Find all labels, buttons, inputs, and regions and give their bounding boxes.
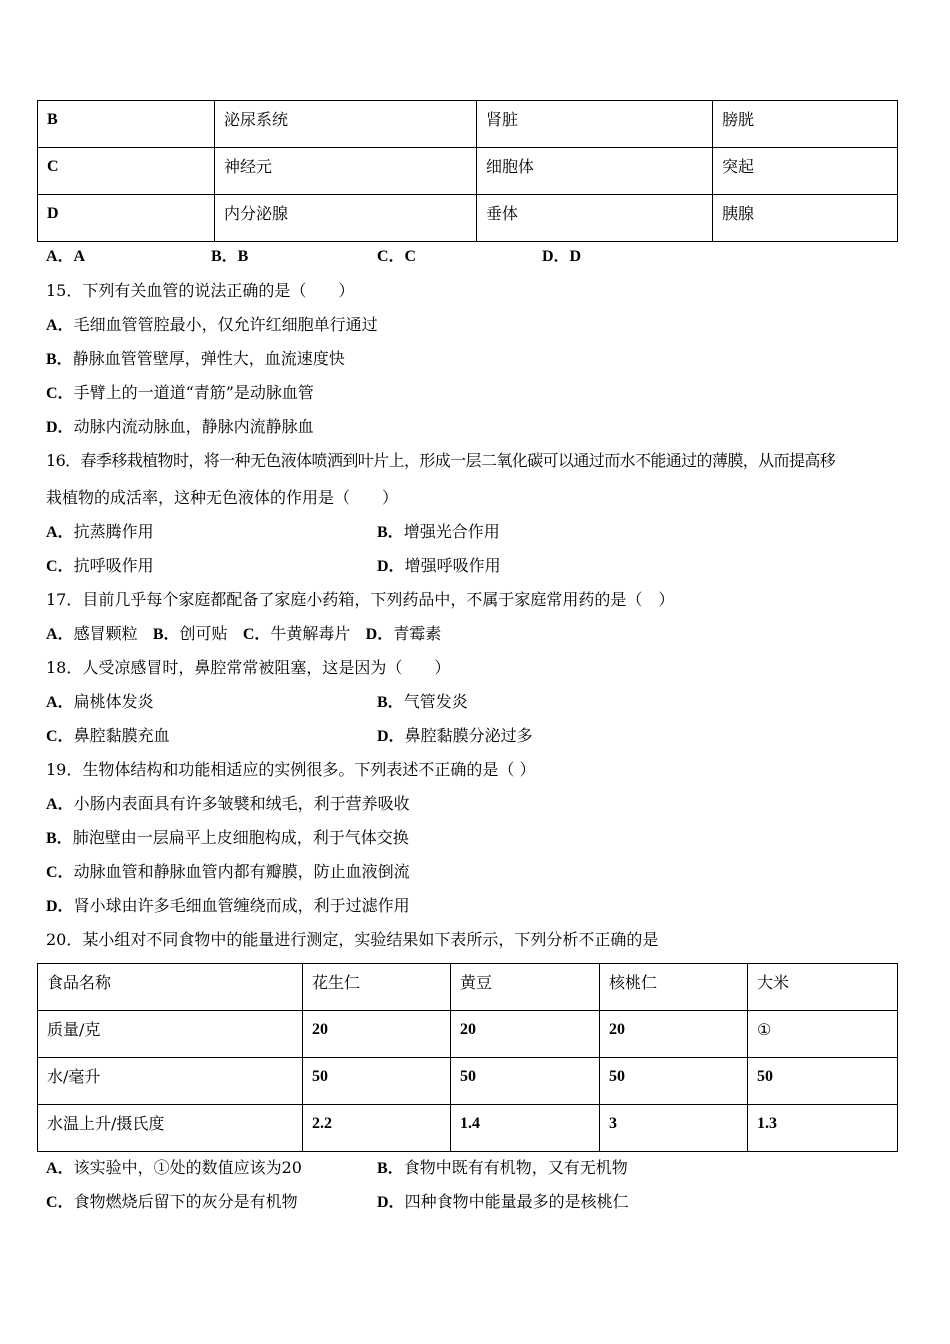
table-cell: 膀胱 [713,101,898,148]
option-text: 动脉血管和静脉血管内都有瓣膜，防止血液倒流 [73,862,410,881]
table-cell: 质量/克 [38,1011,303,1058]
option-text: 肾小球由许多毛细血管缠绕而成，利于过滤作用 [73,896,410,915]
q16-stem-line2: 栽植物的成活率，这种无色液体的作用是（ ） [46,488,399,507]
option-label: C． [46,1194,74,1211]
table-cell: 50 [600,1058,748,1105]
q18-option-d [377,726,533,747]
table-header-cell: 花生仁 [303,964,451,1011]
option-label: B． [377,694,404,711]
table-cell: 3 [600,1105,748,1152]
option-label: A． [46,1160,74,1177]
q16-option-d [377,556,501,577]
table-cell: 2.2 [303,1105,451,1152]
option-label: C． [242,626,271,643]
option-label: B． [46,830,73,847]
q14-option-d: D．D [542,248,582,265]
option-label: C． [46,864,74,881]
table-header-cell: 大米 [748,964,898,1011]
option-label: B． [152,626,180,643]
table-cell: 垂体 [477,195,713,242]
option-text: 该实验中，①处的数值应该为20 [73,1158,302,1177]
table-cell: 1.3 [748,1105,898,1152]
q14-option-c: C．C [377,248,417,265]
option-label: A． [46,796,74,813]
q17-options [46,624,441,645]
q18-option-c [46,726,170,747]
table-cell: 内分泌腺 [215,195,477,242]
option-label: C． [46,558,74,575]
option-label: D． [46,898,74,915]
option-label: D． [377,728,405,745]
option-label: A． [46,317,74,334]
q15-option-d [46,417,314,438]
option-text: 静脉血管管壁厚，弹性大，血流速度快 [72,349,345,368]
table-cell: D [38,195,215,242]
table-cell: 突起 [713,148,898,195]
table-cell: C [38,148,215,195]
option-text: 食物燃烧后留下的灰分是有机物 [73,1192,298,1211]
q20-option-a [46,1158,302,1179]
q19-option-d [46,896,410,917]
table-cell: 1.4 [451,1105,600,1152]
option-label: D． [365,626,394,643]
table-header-cell: 食品名称 [38,964,303,1011]
q15-option-b [46,349,345,370]
option-text: 鼻腔黏膜充血 [73,726,170,745]
table-cell: B [38,101,215,148]
option-text: 动脉内流动脉血，静脉内流静脉血 [73,417,314,436]
option-text: 四种食物中能量最多的是核桃仁 [404,1192,629,1211]
q20-table [37,963,898,1152]
option-label: B． [377,524,404,541]
table-cell: 50 [303,1058,451,1105]
q14-option-a: A．A [46,248,86,265]
table-header-row [38,964,898,1011]
option-label: C． [46,385,74,402]
option-text: 鼻腔黏膜分泌过多 [404,726,533,745]
table-cell: 50 [748,1058,898,1105]
table-cell: 神经元 [215,148,477,195]
q15-option-c [46,383,314,404]
q16-stem-line1: 16．春季移栽植物时，将一种无色液体喷洒到叶片上，形成一层二氧化碳可以通过而水不能通过的薄膜，从而提高移 [46,451,836,470]
table-row [38,1105,898,1152]
table-row [38,148,898,195]
option-text: 扁桃体发炎 [73,692,154,711]
option-label: C． [46,728,74,745]
q16-option-a [46,522,154,543]
option-text: 增强光合作用 [403,522,500,541]
option-text: 手臂上的一道道“青筋”是动脉血管 [73,383,314,402]
q19-option-a [46,794,410,815]
option-text: 青霉素 [393,624,442,643]
q20-stem: 20．某小组对不同食物中的能量进行测定，实验结果如下表所示，下列分析不正确的是 [46,930,659,949]
option-label: A． [46,626,74,643]
q18-stem: 18．人受凉感冒时，鼻腔常常被阻塞，这是因为（ ） [46,658,451,677]
table-row [38,1058,898,1105]
table-cell: 肾脏 [477,101,713,148]
table-cell: 水/毫升 [38,1058,303,1105]
option-label: B． [377,1160,404,1177]
table-cell: 20 [303,1011,451,1058]
option-text: 增强呼吸作用 [404,556,501,575]
option-text: 食物中既有有机物，又有无机物 [403,1158,628,1177]
q20-option-d [377,1192,629,1213]
option-text: 创可贴 [179,624,228,643]
q20-option-c [46,1192,298,1213]
option-text: 小肠内表面具有许多皱襞和绒毛，利于营养吸收 [73,794,410,813]
q14-option-b: B．B [211,248,249,265]
q18-option-a [46,692,154,713]
table-cell: 水温上升/摄氏度 [38,1105,303,1152]
table-header-cell: 黄豆 [451,964,600,1011]
q18-option-b [377,692,468,713]
table-cell: 泌尿系统 [215,101,477,148]
option-label: A． [46,694,74,711]
q16-option-b [377,522,500,543]
option-label: D． [46,419,74,436]
option-text: 抗蒸腾作用 [73,522,154,541]
q19-stem: 19．生物体结构和功能相适应的实例很多。下列表述不正确的是（ ） [46,760,536,779]
option-text: 肺泡壁由一层扁平上皮细胞构成，利于气体交换 [72,828,409,847]
option-label: A． [46,524,74,541]
option-label: B． [46,351,73,368]
q20-option-b [377,1158,628,1179]
q17-stem: 17．目前几乎每个家庭都配备了家庭小药箱，下列药品中，不属于家庭常用药的是（ ） [46,590,675,609]
q14-table [37,100,898,242]
table-cell: 胰腺 [713,195,898,242]
table-header-cell: 核桃仁 [600,964,748,1011]
q19-option-c [46,862,410,883]
q16-option-c [46,556,154,577]
option-text: 抗呼吸作用 [73,556,154,575]
table-cell: 20 [600,1011,748,1058]
table-cell: 50 [451,1058,600,1105]
table-row [38,195,898,242]
option-text: 感冒颗粒 [73,624,138,643]
option-text: 牛黄解毒片 [270,624,351,643]
table-row [38,101,898,148]
q19-option-b [46,828,409,849]
option-label: D． [377,558,405,575]
q15-stem: 15．下列有关血管的说法正确的是（ ） [46,281,355,300]
table-row [38,1011,898,1058]
option-text: 气管发炎 [403,692,468,711]
option-text: 毛细血管管腔最小，仅允许红细胞单行通过 [73,315,378,334]
option-label: D． [377,1194,405,1211]
table-cell: ① [748,1011,898,1058]
table-cell: 20 [451,1011,600,1058]
q15-option-a [46,315,378,336]
table-cell: 细胞体 [477,148,713,195]
